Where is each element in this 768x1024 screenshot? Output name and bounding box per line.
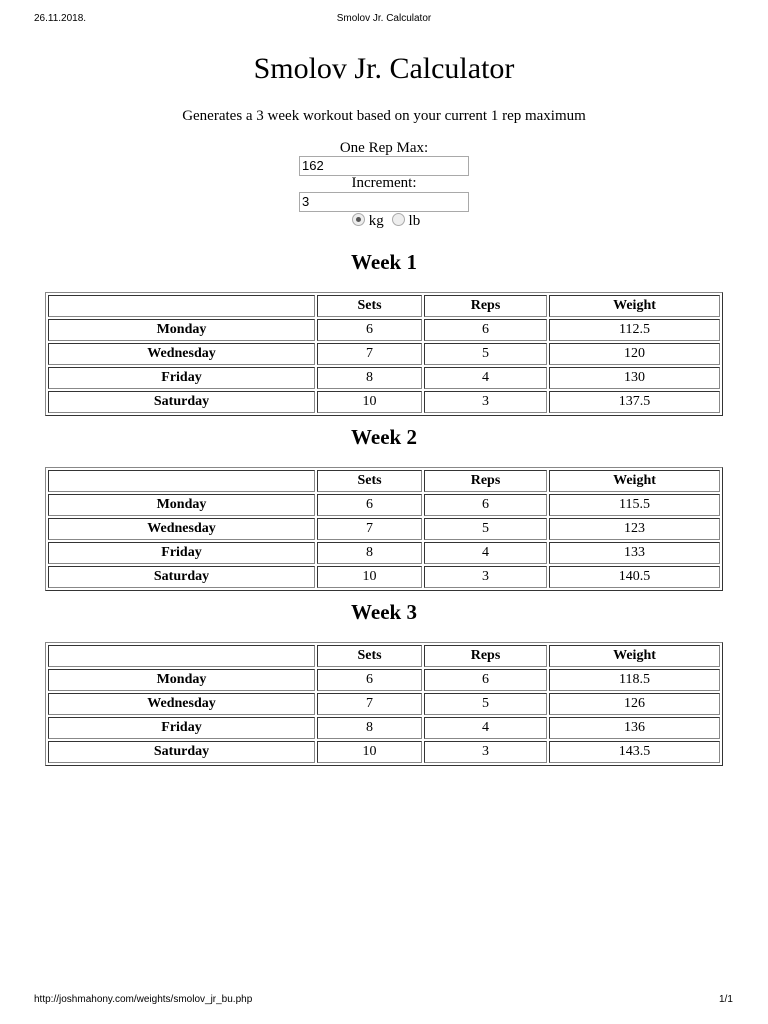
column-header: Sets xyxy=(317,470,422,492)
reps-cell: 5 xyxy=(424,343,547,365)
sets-cell: 6 xyxy=(317,669,422,691)
reps-cell: 6 xyxy=(424,494,547,516)
day-cell: Saturday xyxy=(48,391,315,413)
column-header xyxy=(48,295,315,317)
print-title: Smolov Jr. Calculator xyxy=(336,13,432,24)
week-1-table xyxy=(45,292,723,416)
reps-cell: 4 xyxy=(424,542,547,564)
print-page-number: 1/1 xyxy=(719,994,733,1005)
column-header xyxy=(48,645,315,667)
table-row xyxy=(48,494,720,516)
column-header: Reps xyxy=(424,295,547,317)
reps-cell: 6 xyxy=(424,319,547,341)
sets-cell: 7 xyxy=(317,693,422,715)
table-row xyxy=(48,391,720,413)
weight-cell: 136 xyxy=(549,717,720,739)
page-title: Smolov Jr. Calculator xyxy=(253,52,515,85)
table-row xyxy=(48,343,720,365)
kg-label: kg xyxy=(368,213,384,229)
column-header: Sets xyxy=(317,295,422,317)
column-header: Weight xyxy=(549,645,720,667)
day-cell: Wednesday xyxy=(48,693,315,715)
reps-cell: 5 xyxy=(424,693,547,715)
sets-cell: 8 xyxy=(317,542,422,564)
day-cell: Friday xyxy=(48,717,315,739)
reps-cell: 4 xyxy=(424,717,547,739)
column-header: Sets xyxy=(317,645,422,667)
weight-cell: 112.5 xyxy=(549,319,720,341)
reps-cell: 3 xyxy=(424,391,547,413)
weight-cell: 126 xyxy=(549,693,720,715)
kg-radio[interactable] xyxy=(352,213,365,226)
weight-cell: 123 xyxy=(549,518,720,540)
increment-input[interactable]: 3 xyxy=(299,192,469,212)
sets-cell: 8 xyxy=(317,367,422,389)
print-date: 26.11.2018. xyxy=(34,13,87,24)
sets-cell: 10 xyxy=(317,391,422,413)
table-row xyxy=(48,542,720,564)
page-subtitle: Generates a 3 week workout based on your current 1 rep maximum xyxy=(182,108,586,124)
weight-cell: 140.5 xyxy=(549,566,720,588)
lb-radio[interactable] xyxy=(392,213,405,226)
reps-cell: 4 xyxy=(424,367,547,389)
day-cell: Monday xyxy=(48,494,315,516)
week-2-title: Week 2 xyxy=(351,425,417,449)
table-row xyxy=(48,518,720,540)
reps-cell: 3 xyxy=(424,566,547,588)
weight-cell: 115.5 xyxy=(549,494,720,516)
weight-cell: 137.5 xyxy=(549,391,720,413)
table-row xyxy=(48,566,720,588)
table-header-row xyxy=(48,645,720,667)
table-row xyxy=(48,693,720,715)
day-cell: Monday xyxy=(48,319,315,341)
table-row xyxy=(48,741,720,763)
column-header: Reps xyxy=(424,645,547,667)
table-header-row xyxy=(48,295,720,317)
week-3-table xyxy=(45,642,723,766)
reps-cell: 6 xyxy=(424,669,547,691)
table-row xyxy=(48,319,720,341)
weight-cell: 130 xyxy=(549,367,720,389)
lb-label: lb xyxy=(408,213,421,229)
increment-label: Increment: xyxy=(351,175,417,191)
day-cell: Saturday xyxy=(48,741,315,763)
table-row xyxy=(48,669,720,691)
sets-cell: 6 xyxy=(317,494,422,516)
unit-radio-group xyxy=(0,213,768,230)
table-row xyxy=(48,367,720,389)
table-header-row xyxy=(48,470,720,492)
column-header: Weight xyxy=(549,470,720,492)
day-cell: Friday xyxy=(48,367,315,389)
sets-cell: 6 xyxy=(317,319,422,341)
column-header xyxy=(48,470,315,492)
column-header: Weight xyxy=(549,295,720,317)
sets-cell: 7 xyxy=(317,518,422,540)
print-url: http://joshmahony.com/weights/smolov_jr_bu.php xyxy=(34,994,253,1005)
weight-cell: 120 xyxy=(549,343,720,365)
sets-cell: 10 xyxy=(317,741,422,763)
week-1-title: Week 1 xyxy=(351,250,417,274)
one-rep-max-label: One Rep Max: xyxy=(339,140,429,156)
reps-cell: 3 xyxy=(424,741,547,763)
day-cell: Friday xyxy=(48,542,315,564)
week-3-title: Week 3 xyxy=(351,600,417,624)
one-rep-max-input[interactable]: 162 xyxy=(299,156,469,176)
weight-cell: 118.5 xyxy=(549,669,720,691)
week-2-table xyxy=(45,467,723,591)
column-header: Reps xyxy=(424,470,547,492)
table-row xyxy=(48,717,720,739)
day-cell: Saturday xyxy=(48,566,315,588)
weight-cell: 133 xyxy=(549,542,720,564)
sets-cell: 7 xyxy=(317,343,422,365)
sets-cell: 8 xyxy=(317,717,422,739)
reps-cell: 5 xyxy=(424,518,547,540)
day-cell: Wednesday xyxy=(48,343,315,365)
sets-cell: 10 xyxy=(317,566,422,588)
weight-cell: 143.5 xyxy=(549,741,720,763)
day-cell: Monday xyxy=(48,669,315,691)
day-cell: Wednesday xyxy=(48,518,315,540)
